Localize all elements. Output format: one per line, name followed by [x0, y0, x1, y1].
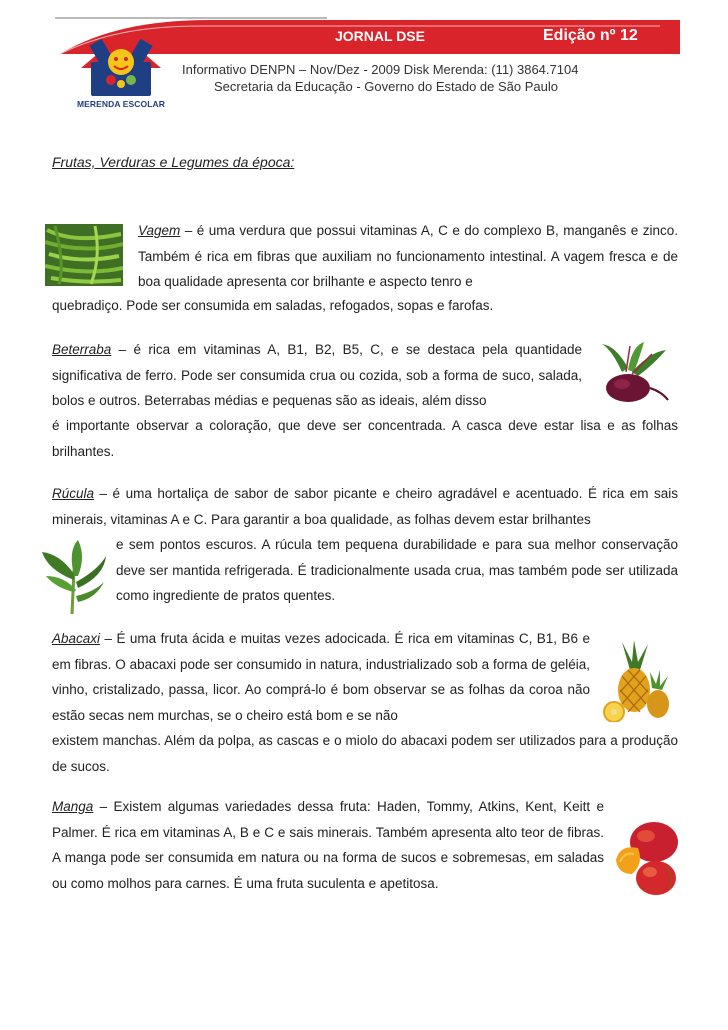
abacaxi-paragraph-full	[52, 728, 678, 779]
manga-text: – Existem algumas variedades dessa fruta: Haden, Tommy, Atkins, Kent, Keitt e Palmer. É rica em vitaminas A, B e C e sais minerais. Também apresenta alto teor de fibras. A manga pode ser consumida em natura ou na forma de sucos e sobremesas, em saladas ou como molhos para carnes. É uma fruta suculenta e apetitosa.	[52, 799, 604, 891]
info-line-1: Informativo DENPN – Nov/Dez - 2009 Disk Merenda: (11) 3864.7104	[182, 62, 579, 77]
info-line-2: Secretaria da Educação - Governo do Estado de São Paulo	[214, 79, 558, 94]
mango-image	[610, 818, 682, 898]
vagem-paragraph-indented	[138, 218, 678, 295]
manga-heading: Manga	[52, 799, 94, 814]
page-header	[0, 0, 728, 130]
abacaxi-heading: Abacaxi	[52, 631, 101, 646]
rucula-paragraph-indented	[116, 532, 678, 609]
rucula-text-end: e sem pontos escuros. A rúcula tem pequena durabilidade e para sua melhor conservação deve ser mantida refrigerada. É tradicionalmente usada crua, mas também pode ser utilizada como ingrediente de pratos quentes.	[116, 537, 678, 603]
section-title: Frutas, Verduras e Legumes da época:	[52, 154, 295, 170]
logo-text: MERENDA ESCOLAR	[76, 99, 166, 109]
beterraba-text: – é rica em vitaminas A, B1, B2, B5, C, e se destaca pela quantidade significativa de ferro. Pode ser consumida crua ou cozida, sob a forma de suco, salada, bolos e outros. Beterrabas médias e pequenas são as ideais, além disso	[52, 342, 582, 408]
vagem-paragraph-full	[52, 293, 678, 319]
vagem-text: – é uma verdura que possui vitaminas A, C e do complexo B, manganês e zinco. Também é rica em fibras que auxiliam no funcionamento intestinal. A vagem fresca e de boa qualidade apresenta cor brilhante e aspecto tenro e	[138, 223, 678, 289]
vagem-text-end: quebradiço. Pode ser consumida em saladas, refogados, sopas e farofas.	[52, 298, 494, 313]
beetroot-image	[592, 342, 670, 406]
beterraba-paragraph-full	[52, 413, 678, 464]
edition-number: Edição nº 12	[543, 27, 638, 44]
beterraba-heading: Beterraba	[52, 342, 112, 357]
abacaxi-paragraph-narrow	[52, 626, 590, 728]
rucula-paragraph-full	[52, 481, 678, 532]
beterraba-paragraph-narrow	[52, 337, 582, 414]
rucula-text: – é uma hortaliça de sabor de sabor picante e cheiro agradável e acentuado. É rica em sais minerais, vitaminas A e C. Para garantir a boa qualidade, as folhas devem estar brilhantes	[52, 486, 678, 527]
pineapple-image	[600, 640, 672, 722]
manga-paragraph	[52, 794, 604, 896]
abacaxi-text-end: existem manchas. Além da polpa, as cascas e o miolo do abacaxi podem ser utilizados para a produção de sucos.	[52, 733, 678, 774]
header-rule	[55, 17, 327, 19]
abacaxi-text: – É uma fruta ácida e muitas vezes adocicada. É rica em vitaminas C, B1, B6 e em fibras. O abacaxi pode ser consumido in natura, industrializado sob a forma de geléia, vinho, cristalizado, passa, licor. Ao comprá-lo é bom observar se as folhas da coroa não estão secas nem murchas, se o cheiro está bom e se não	[52, 631, 590, 723]
green-beans-image	[45, 224, 123, 286]
journal-title: JORNAL DSE	[335, 28, 425, 44]
arugula-image	[38, 540, 108, 616]
beterraba-text-end: é importante observar a coloração, que deve ser concentrada. A casca deve estar lisa e as folhas brilhantes.	[52, 418, 678, 459]
vagem-heading: Vagem	[138, 223, 181, 238]
rucula-heading: Rúcula	[52, 486, 95, 501]
